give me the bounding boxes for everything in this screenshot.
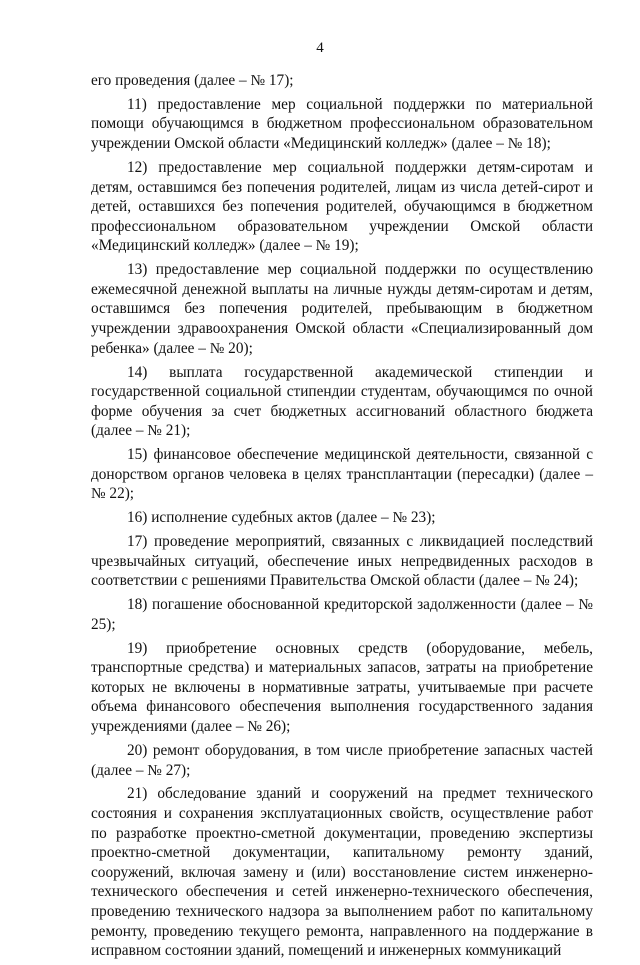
body-text bbox=[91, 71, 593, 965]
paragraph-item-11: 11) предоставление мер социальной поддержки по материальной помощи обучающимся в бюджетном профессиональном образовательном учреждении Омской области «Медицинский колледж» (далее – № 18); bbox=[91, 95, 593, 153]
paragraph-item-14: 14) выплата государственной академической стипендии и государственной социальной стипендии студентам, обучающимся по очной форме обучения за счет бюджетных ассигнований областного бюджета (далее – № 21); bbox=[91, 363, 593, 440]
paragraph-item-12: 12) предоставление мер социальной поддержки детям-сиротам и детям, оставшимся без попечения родителей, лицам из числа детей-сирот и детей, оставшихся без попечения родителей, обучающимся в бюджетном профессиональном образовательном учреждении Омской области «Медицинский колледж» (далее – № 19); bbox=[91, 158, 593, 255]
paragraph-continuation: его проведения (далее – № 17); bbox=[91, 72, 294, 89]
paragraph-item-13: 13) предоставление мер социальной поддержки по осуществлению ежемесячной денежной выплаты на личные нужды детям-сиротам и детям, оставшимся без попечения родителей, пребывающим в бюджетном учреждении здравоохранения Омской области «Специализированный дом ребенка» (далее – № 20); bbox=[91, 261, 593, 357]
page-number: 4 bbox=[316, 40, 324, 56]
paragraph-item-20: 20) ремонт оборудования, в том числе приобретение запасных частей (далее – № 27); bbox=[91, 741, 593, 779]
paragraph-item-15: 15) финансовое обеспечение медицинской деятельности, связанной с донорством органов человека в целях трансплантации (пересадки) (далее – № 22); bbox=[91, 446, 593, 503]
paragraph-item-16: 16) исполнение судебных актов (далее – № 23); bbox=[127, 509, 436, 527]
paragraph-item-19: 19) приобретение основных средств (оборудование, мебель, транспортные средства) и материальных запасов, затраты на приобретение которых не включены в нормативные затраты, учитываемые при расчете объема финансового обеспечения выполнения государственного задания учреждениями (далее – № 26); bbox=[91, 639, 593, 736]
paragraph-item-18: 18) погашение обоснованной кредиторской задолженности (далее – № 25); bbox=[91, 596, 593, 633]
paragraph-item-21: 21) обследование зданий и сооружений на предмет технического состояния и сохранения эксплуатационных свойств, осуществление работ по разработке проектно-сметной документации, проведению экспертизы проектно-сметной документации, капитальному ремонту зданий, сооружений, включая замену и (или) восстановление систем инженерно-технического обеспечения и сетей инженерно-технического обеспечения, проведению технического надзора за выполнением работ по капитальному ремонту, проведению текущего ремонта, направленного на поддержание в исправном состоянии зданий, помещений и инженерных коммуникаций bbox=[91, 785, 593, 960]
paragraph-item-17: 17) проведение мероприятий, связанных с ликвидацией последствий чрезвычайных ситуаций, обеспечение иных непредвиденных расходов в соответствии с решениями Правительства Омской области (далее – № 24); bbox=[91, 533, 593, 590]
